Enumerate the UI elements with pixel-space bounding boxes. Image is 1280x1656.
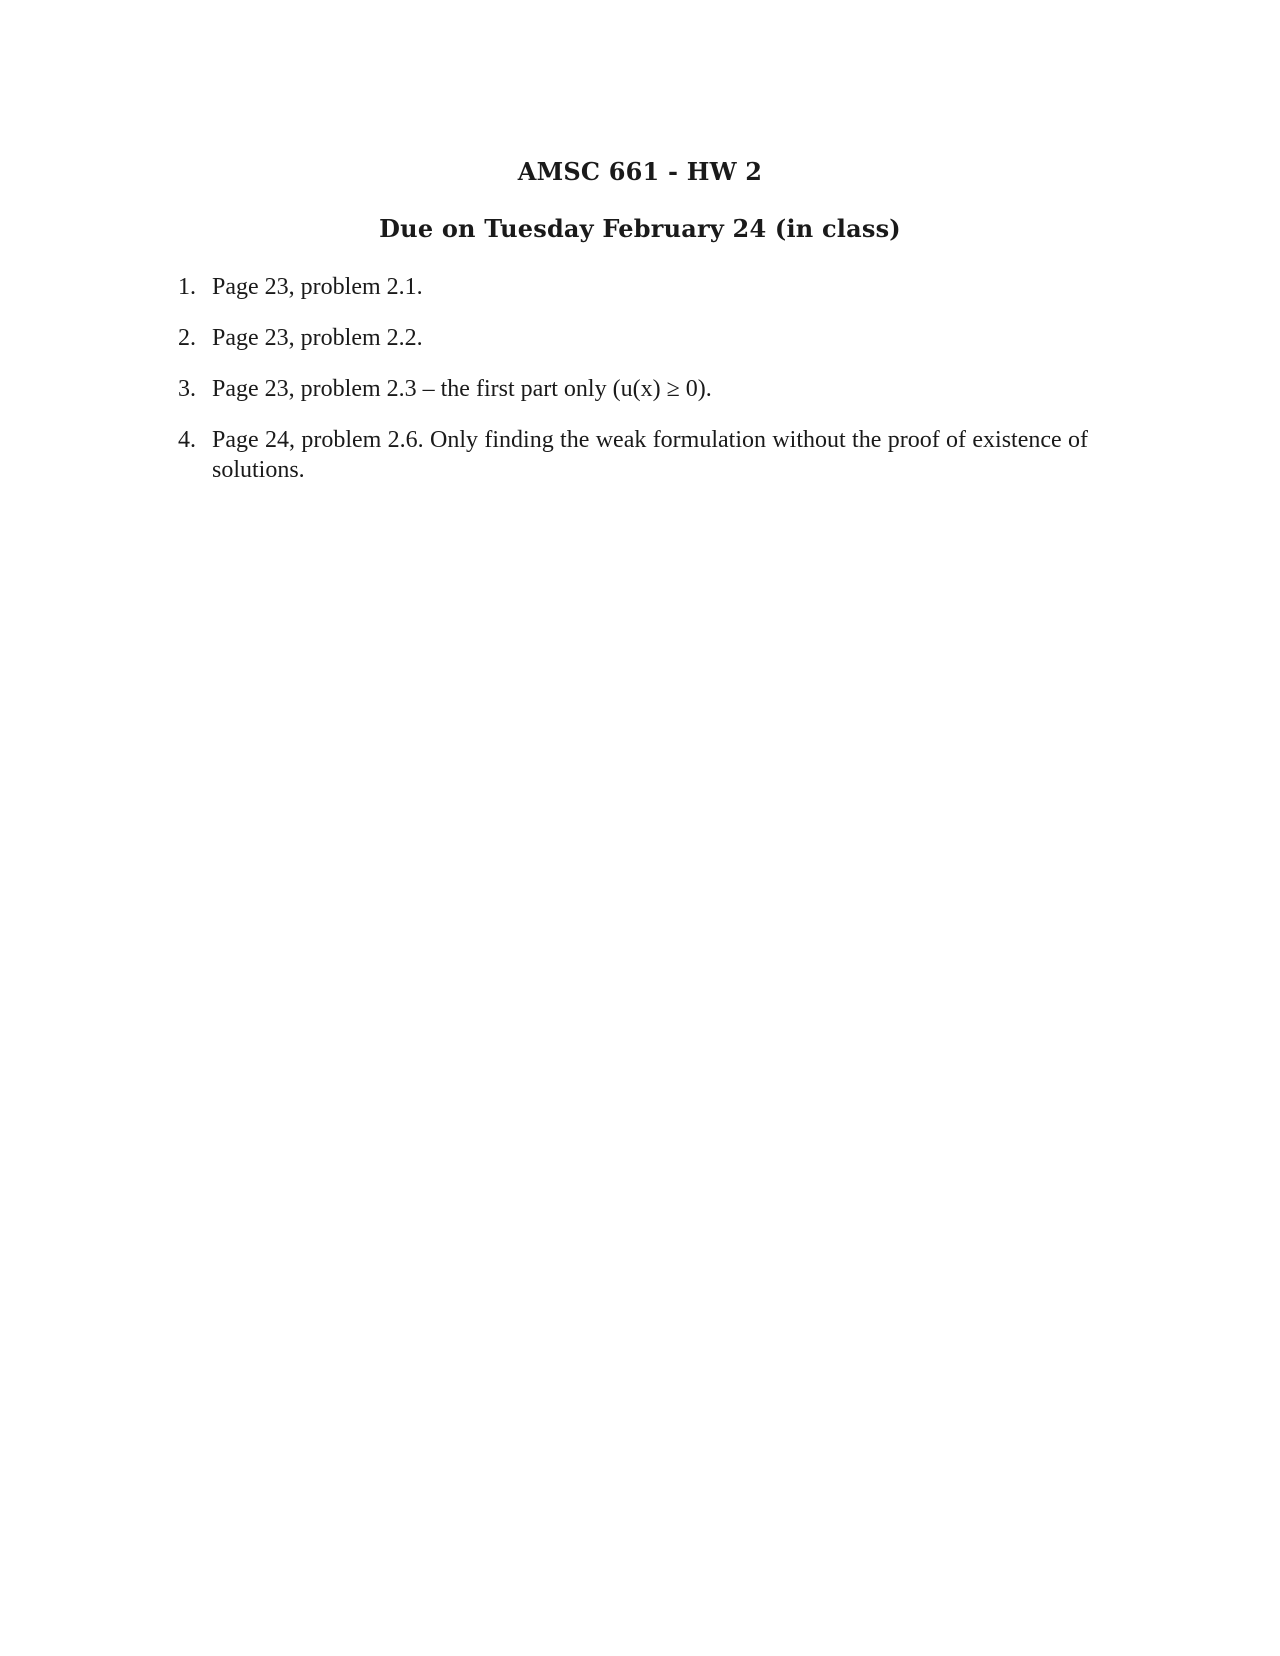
document-title: AMSC 661 - HW 2 (517, 157, 763, 186)
list-item-text: Page 24, problem 2.6. Only finding the weak formulation without the proof of existence of solutions. (212, 427, 1088, 483)
list-item (178, 374, 1088, 404)
list-item-number: 2. (178, 325, 196, 351)
document-subtitle: Due on Tuesday February 24 (in class) (379, 214, 901, 243)
list-item (178, 272, 1088, 302)
list-item-text: Page 23, problem 2.3 – the first part only (u(x) ≥ 0). (212, 376, 712, 402)
list-item-text: Page 23, problem 2.1. (212, 274, 423, 300)
list-item-number: 3. (178, 376, 196, 402)
list-item (178, 425, 1088, 485)
list-item-number: 4. (178, 427, 196, 453)
list-item-number: 1. (178, 274, 196, 300)
problem-list (178, 272, 1088, 506)
list-item-text: Page 23, problem 2.2. (212, 325, 423, 351)
list-item (178, 323, 1088, 353)
